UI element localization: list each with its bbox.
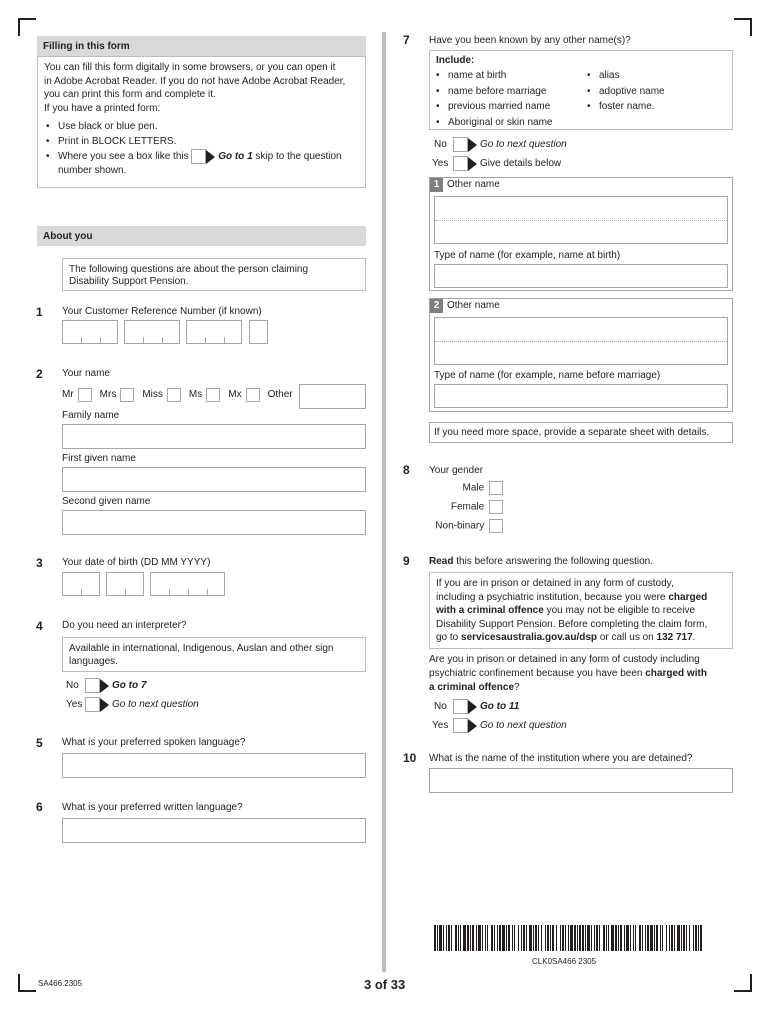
barcode-text: CLK0SA466 2305 — [532, 957, 597, 966]
interpreter-info-box — [62, 637, 366, 672]
crop-mark-bottom-left — [18, 974, 36, 992]
q6-label: What is your preferred written language? — [62, 802, 243, 813]
interpreter-yes-option — [66, 697, 199, 712]
title-other-input[interactable] — [299, 384, 366, 409]
q3-number: 3 — [36, 556, 43, 570]
crn-input[interactable] — [62, 320, 272, 346]
title-ms-label: Ms — [188, 389, 203, 400]
other-names-yes-checkbox[interactable] — [453, 156, 477, 171]
filling-bullets — [44, 119, 342, 177]
other-name-2-label: Other name — [447, 300, 500, 311]
warning-line — [436, 631, 707, 645]
skip-post: skip to the question — [255, 151, 342, 163]
include-item: • previous married name — [434, 99, 553, 115]
other-name-1-input[interactable] — [434, 196, 728, 244]
gender-female-option — [429, 500, 503, 514]
include-item: • foster name. — [585, 99, 665, 115]
interpreter-no-label: No — [66, 679, 79, 691]
interpreter-no-goto: Go to 7 — [112, 679, 147, 691]
q8-number: 8 — [403, 463, 410, 477]
other-name-2-panel — [429, 298, 733, 412]
q4-label: Do you need an interpreter? — [62, 620, 187, 631]
custody-question-line — [429, 667, 707, 681]
custody-yes-checkbox[interactable] — [453, 718, 477, 733]
q9-read: Read — [429, 556, 454, 567]
other-name-1-number: 1 — [430, 178, 443, 192]
crn-segment[interactable] — [186, 320, 242, 344]
services-australia-link[interactable]: servicesaustralia.gov.au/dsp — [461, 632, 598, 643]
gender-male-label: Male — [462, 482, 485, 494]
type-of-name-2-label: Type of name (for example, name before marriage) — [434, 370, 661, 381]
first-name-input[interactable] — [62, 467, 366, 492]
type-of-name-2-input[interactable] — [434, 384, 728, 408]
other-name-1-panel — [429, 177, 733, 291]
type-of-name-1-input[interactable] — [434, 264, 728, 288]
custody-yes-label: Yes — [432, 719, 449, 731]
crop-mark-bottom-right — [734, 974, 752, 992]
interpreter-info-line: languages. — [69, 656, 118, 667]
interpreter-yes-goto: Go to next question — [112, 698, 199, 710]
custody-warning-box — [429, 572, 733, 649]
warning-part: including a psychiatric institution, because you were — [436, 591, 666, 603]
gender-female-label: Female — [450, 501, 485, 513]
warning-part: or call us on — [599, 632, 654, 643]
other-name-2-input[interactable] — [434, 317, 728, 365]
title-miss-checkbox[interactable] — [167, 388, 181, 402]
q10-label: What is the name of the institution where you are detained? — [429, 753, 693, 764]
include-item: • alias — [585, 68, 665, 84]
custody-question — [429, 653, 707, 695]
title-options — [62, 388, 293, 402]
skip-pre: Where you see a box like this — [58, 151, 189, 163]
interpreter-yes-checkbox[interactable] — [85, 697, 109, 712]
title-mrs-label: Mrs — [99, 389, 117, 400]
title-mx-checkbox[interactable] — [246, 388, 260, 402]
crn-segment[interactable] — [124, 320, 180, 344]
q5-number: 5 — [36, 736, 43, 750]
skip-line2: number shown. — [58, 165, 127, 177]
q9-label — [429, 556, 653, 568]
q1-label: Your Customer Reference Number (if known) — [62, 306, 262, 317]
title-mrs-checkbox[interactable] — [120, 388, 134, 402]
printed-intro: If you have a printed form: — [44, 102, 161, 114]
include-item: • adoptive name — [585, 84, 665, 100]
custody-warning-text — [436, 577, 707, 645]
gender-nonbinary-option — [420, 519, 503, 533]
family-name-input[interactable] — [62, 424, 366, 449]
custody-bold: a criminal offence — [429, 682, 515, 693]
custody-no-checkbox[interactable] — [453, 699, 477, 714]
more-space-text: If you need more space, provide a separate sheet with details. — [434, 427, 710, 438]
title-ms-checkbox[interactable] — [206, 388, 220, 402]
interpreter-no-option — [66, 678, 146, 693]
warning-part: go to — [436, 632, 459, 643]
skip-goto: Go to 1 — [218, 151, 253, 163]
crop-mark-top-left — [18, 18, 36, 36]
custody-part: ? — [514, 682, 520, 693]
dob-month[interactable] — [106, 572, 144, 596]
bullet-item-skip — [44, 149, 342, 164]
about-intro-line: Disability Support Pension. — [69, 276, 189, 287]
custody-no-label: No — [434, 700, 447, 712]
dob-input[interactable] — [62, 572, 227, 598]
other-names-include-box — [429, 50, 733, 130]
spoken-language-input[interactable] — [62, 753, 366, 778]
gender-male-option — [429, 481, 503, 495]
include-item: • name before marriage — [434, 84, 553, 100]
q1-number: 1 — [36, 305, 43, 319]
other-names-yes-option — [432, 156, 561, 171]
q8-label: Your gender — [429, 465, 484, 476]
custody-yes-option — [432, 718, 567, 733]
dob-year[interactable] — [150, 572, 225, 596]
about-heading: About you — [37, 226, 366, 246]
interpreter-no-checkbox[interactable] — [85, 678, 109, 693]
second-name-label: Second given name — [62, 496, 151, 507]
other-names-no-option — [434, 137, 567, 152]
phone-number: 132 717 — [656, 632, 693, 643]
about-intro-box — [62, 258, 366, 291]
filling-text — [44, 61, 345, 115]
more-space-note — [429, 422, 733, 443]
crn-check-digit[interactable] — [249, 320, 268, 344]
dob-day[interactable] — [62, 572, 100, 596]
other-names-yes-goto: Give details below — [480, 157, 562, 169]
other-names-no-label: No — [434, 138, 447, 150]
warning-part: . — [692, 632, 696, 643]
warning-bold: with a criminal offence — [436, 605, 544, 616]
interpreter-yes-label: Yes — [66, 698, 83, 710]
warning-line — [436, 591, 707, 605]
warning-line: If you are in prison or detained in any form of custody, — [436, 578, 674, 589]
goto-arrow-icon — [191, 149, 215, 164]
q5-label: What is your preferred spoken language? — [62, 737, 246, 748]
include-col1 — [434, 68, 553, 130]
type-of-name-1-label: Type of name (for example, name at birth) — [434, 250, 621, 261]
title-mx-label: Mx — [228, 389, 242, 400]
q9-number: 9 — [403, 554, 410, 568]
include-item: • name at birth — [434, 68, 553, 84]
other-name-1-header — [430, 178, 500, 192]
custody-yes-goto: Go to next question — [480, 719, 567, 731]
filling-heading: Filling in this form — [37, 36, 366, 56]
title-mr-checkbox[interactable] — [78, 388, 92, 402]
include-heading: Include: — [436, 55, 475, 66]
column-divider — [382, 32, 386, 972]
title-mr-label: Mr — [62, 389, 74, 400]
custody-no-option — [434, 699, 519, 714]
other-name-2-number: 2 — [430, 299, 443, 313]
other-names-no-goto: Go to next question — [480, 138, 567, 150]
custody-no-goto: Go to 11 — [480, 700, 520, 712]
q7-label: Have you been known by any other name(s)? — [429, 35, 631, 46]
q9-label-rest: this before answering the following question. — [456, 556, 654, 567]
crop-mark-top-right — [734, 18, 752, 36]
warning-line — [436, 604, 707, 618]
institution-name-input[interactable] — [429, 768, 733, 793]
include-item: • Aboriginal or skin name — [434, 115, 553, 131]
gender-nonbinary-checkbox[interactable] — [489, 519, 503, 533]
include-col2 — [585, 68, 665, 115]
q6-number: 6 — [36, 800, 43, 814]
gender-female-checkbox[interactable] — [489, 500, 503, 514]
filling-line: You can fill this form digitally in some browsers, or you can open it — [44, 62, 336, 73]
warning-line: Disability Support Pension. Before completing the claim form, — [436, 618, 708, 630]
q4-number: 4 — [36, 619, 43, 633]
gender-male-checkbox[interactable] — [489, 481, 503, 495]
q3-label: Your date of birth (DD MM YYYY) — [62, 557, 211, 568]
q7-number: 7 — [403, 33, 410, 47]
page-number: 3 of 33 — [364, 977, 406, 992]
barcode — [434, 925, 702, 951]
crn-segment[interactable] — [62, 320, 118, 344]
bullet-item: • Use black or blue pen. — [44, 119, 342, 134]
barcode-bar — [700, 925, 702, 951]
filling-instructions-box — [37, 56, 366, 188]
warning-bold: charged — [668, 591, 708, 603]
family-name-label: Family name — [62, 410, 120, 421]
other-names-no-checkbox[interactable] — [453, 137, 477, 152]
bullet-item: • Print in BLOCK LETTERS. — [44, 134, 342, 149]
other-name-2-header — [430, 299, 500, 313]
title-other-label: Other — [267, 389, 293, 400]
filling-line: in Adobe Acrobat Reader. If you do not have Adobe Acrobat Reader, — [44, 75, 346, 87]
warning-part: you may not be eligible to receive — [546, 605, 696, 616]
custody-part: psychiatric confinement because you have been — [429, 668, 643, 679]
interpreter-info-line: Available in international, Indigenous, Auslan and other sign — [69, 643, 334, 654]
custody-question-line — [429, 681, 707, 695]
other-name-1-label: Other name — [447, 179, 500, 190]
gender-nonbinary-label: Non-binary — [435, 520, 485, 532]
other-names-yes-label: Yes — [432, 157, 449, 169]
filling-line: you can print this form and complete it. — [44, 89, 216, 100]
q2-label: Your name — [62, 368, 110, 379]
form-code: SA466.2305 — [38, 979, 83, 988]
written-language-input[interactable] — [62, 818, 366, 843]
custody-question-line: Are you in prison or detained in any form of custody including — [429, 654, 700, 665]
about-intro-line: The following questions are about the person claiming — [69, 264, 309, 275]
first-name-label: First given name — [62, 453, 136, 464]
second-name-input[interactable] — [62, 510, 366, 535]
title-miss-label: Miss — [142, 389, 163, 400]
q10-number: 10 — [403, 751, 417, 765]
custody-bold: charged with — [645, 668, 707, 679]
q2-number: 2 — [36, 367, 43, 381]
